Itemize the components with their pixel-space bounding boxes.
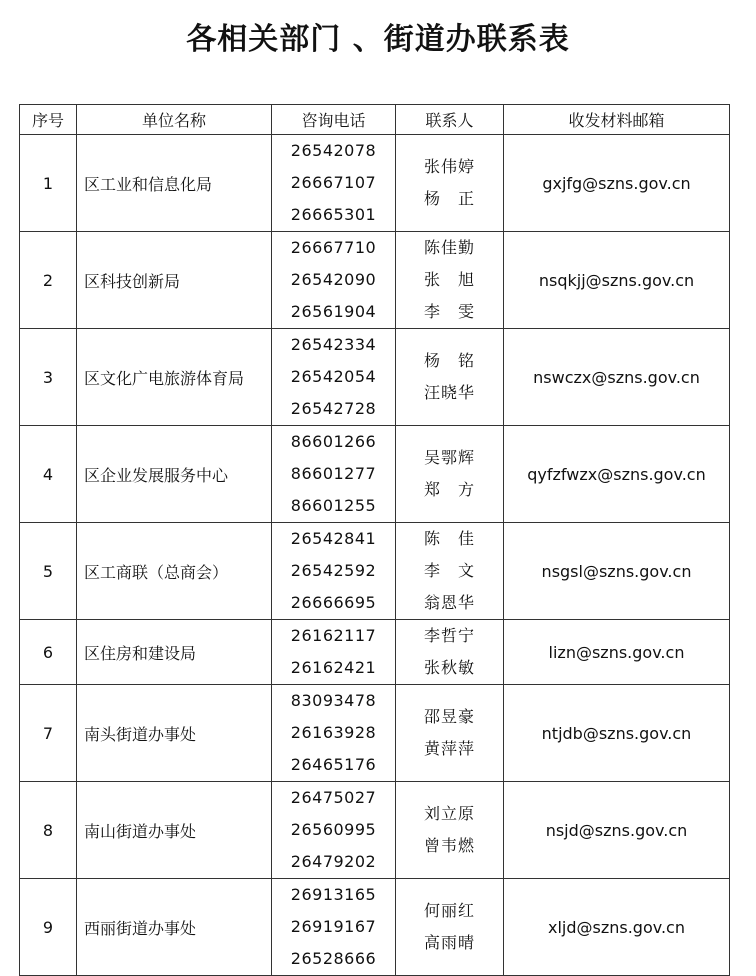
phone-number: 26479202 (290, 852, 377, 871)
phone-number: 26465176 (290, 755, 377, 774)
email-address: lizn@szns.gov.cn (504, 620, 730, 685)
contact-cell (396, 232, 504, 329)
contact-cell (396, 135, 504, 232)
phone-number: 26913165 (290, 885, 377, 904)
unit-name: 区住房和建设局 (77, 620, 272, 685)
unit-name: 西丽街道办事处 (77, 879, 272, 976)
unit-name: 区工商联（总商会） (77, 523, 272, 620)
unit-name: 南山街道办事处 (77, 782, 272, 879)
row-number: 1 (20, 135, 77, 232)
phone-number: 26560995 (290, 820, 377, 839)
contact-person: 黄萍萍 (423, 739, 475, 758)
table-row (20, 329, 730, 426)
contact-person: 李哲宁 (423, 626, 475, 645)
page-title: 各相关部门 、街道办联系表 (186, 22, 570, 57)
email-address: nswczx@szns.gov.cn (504, 329, 730, 426)
phone-number: 83093478 (290, 691, 377, 710)
contact-person: 李 文 (423, 561, 475, 580)
phone-number: 26542592 (290, 561, 377, 580)
contact-person: 吴鄂辉 (423, 448, 475, 467)
unit-name: 南头街道办事处 (77, 685, 272, 782)
contact-person: 邵昱豪 (423, 707, 475, 726)
phone-number: 26665301 (290, 205, 377, 224)
email-address: nsgsl@szns.gov.cn (504, 523, 730, 620)
phone-number: 26542078 (290, 141, 377, 160)
contact-cell (396, 329, 504, 426)
contact-cell (396, 685, 504, 782)
contact-cell (396, 782, 504, 879)
email-address: nsqkjj@szns.gov.cn (504, 232, 730, 329)
email-address: qyfzfwzx@szns.gov.cn (504, 426, 730, 523)
phone-number: 86601255 (290, 496, 377, 515)
contact-person: 杨 铭 (423, 351, 475, 370)
table-row (20, 426, 730, 523)
contact-person: 刘立原 (423, 804, 475, 823)
header-unit-name: 单位名称 (77, 105, 272, 135)
phone-cell (272, 329, 396, 426)
unit-name: 区科技创新局 (77, 232, 272, 329)
contact-person: 张 旭 (423, 270, 475, 289)
phone-number: 26666695 (290, 593, 377, 612)
phone-number: 26162117 (290, 626, 377, 645)
unit-name: 区企业发展服务中心 (77, 426, 272, 523)
contact-cell (396, 426, 504, 523)
row-number: 2 (20, 232, 77, 329)
phone-number: 26162421 (290, 658, 377, 677)
phone-number: 26542841 (290, 529, 377, 548)
contact-person: 曾韦燃 (423, 836, 475, 855)
phone-cell (272, 620, 396, 685)
phone-cell (272, 426, 396, 523)
contact-cell (396, 879, 504, 976)
row-number: 6 (20, 620, 77, 685)
contact-person: 翁恩华 (423, 593, 475, 612)
table-row (20, 879, 730, 976)
table-row (20, 782, 730, 879)
header-contact: 联系人 (396, 105, 504, 135)
phone-number: 26475027 (290, 788, 377, 807)
header-phone: 咨询电话 (272, 105, 396, 135)
phone-number: 26528666 (290, 949, 377, 968)
header-email: 收发材料邮箱 (504, 105, 730, 135)
contact-person: 何丽红 (423, 901, 475, 920)
phone-number: 86601277 (290, 464, 377, 483)
table-row (20, 232, 730, 329)
table-row (20, 685, 730, 782)
phone-cell (272, 879, 396, 976)
email-address: xljd@szns.gov.cn (504, 879, 730, 976)
contact-person: 李 雯 (423, 302, 475, 321)
phone-number: 26667710 (290, 238, 377, 257)
contact-person: 张伟婷 (423, 157, 475, 176)
email-address: ntjdb@szns.gov.cn (504, 685, 730, 782)
phone-number: 26163928 (290, 723, 377, 742)
phone-number: 26542334 (290, 335, 377, 354)
table-header-row (20, 105, 730, 135)
row-number: 9 (20, 879, 77, 976)
phone-cell (272, 782, 396, 879)
contact-table (19, 104, 730, 976)
phone-cell (272, 135, 396, 232)
phone-cell (272, 232, 396, 329)
contact-person: 郑 方 (423, 480, 475, 499)
phone-number: 26542090 (290, 270, 377, 289)
phone-cell (272, 685, 396, 782)
contact-person: 张秋敏 (423, 658, 475, 677)
unit-name: 区文化广电旅游体育局 (77, 329, 272, 426)
table-row (20, 135, 730, 232)
table-row (20, 523, 730, 620)
phone-number: 26542054 (290, 367, 377, 386)
unit-name: 区工业和信息化局 (77, 135, 272, 232)
row-number: 7 (20, 685, 77, 782)
phone-cell (272, 523, 396, 620)
phone-number: 86601266 (290, 432, 377, 451)
contact-cell (396, 620, 504, 685)
row-number: 4 (20, 426, 77, 523)
phone-number: 26919167 (290, 917, 377, 936)
row-number: 3 (20, 329, 77, 426)
header-no: 序号 (20, 105, 77, 135)
contact-person: 陈 佳 (423, 529, 475, 548)
email-address: nsjd@szns.gov.cn (504, 782, 730, 879)
phone-number: 26667107 (290, 173, 377, 192)
contact-person: 陈佳勤 (423, 238, 475, 257)
phone-number: 26542728 (290, 399, 377, 418)
contact-person: 高雨晴 (423, 933, 475, 952)
contact-cell (396, 523, 504, 620)
table-row (20, 620, 730, 685)
row-number: 5 (20, 523, 77, 620)
contact-person: 汪晓华 (423, 383, 475, 402)
email-address: gxjfg@szns.gov.cn (504, 135, 730, 232)
contact-person: 杨 正 (423, 189, 475, 208)
row-number: 8 (20, 782, 77, 879)
phone-number: 26561904 (290, 302, 377, 321)
